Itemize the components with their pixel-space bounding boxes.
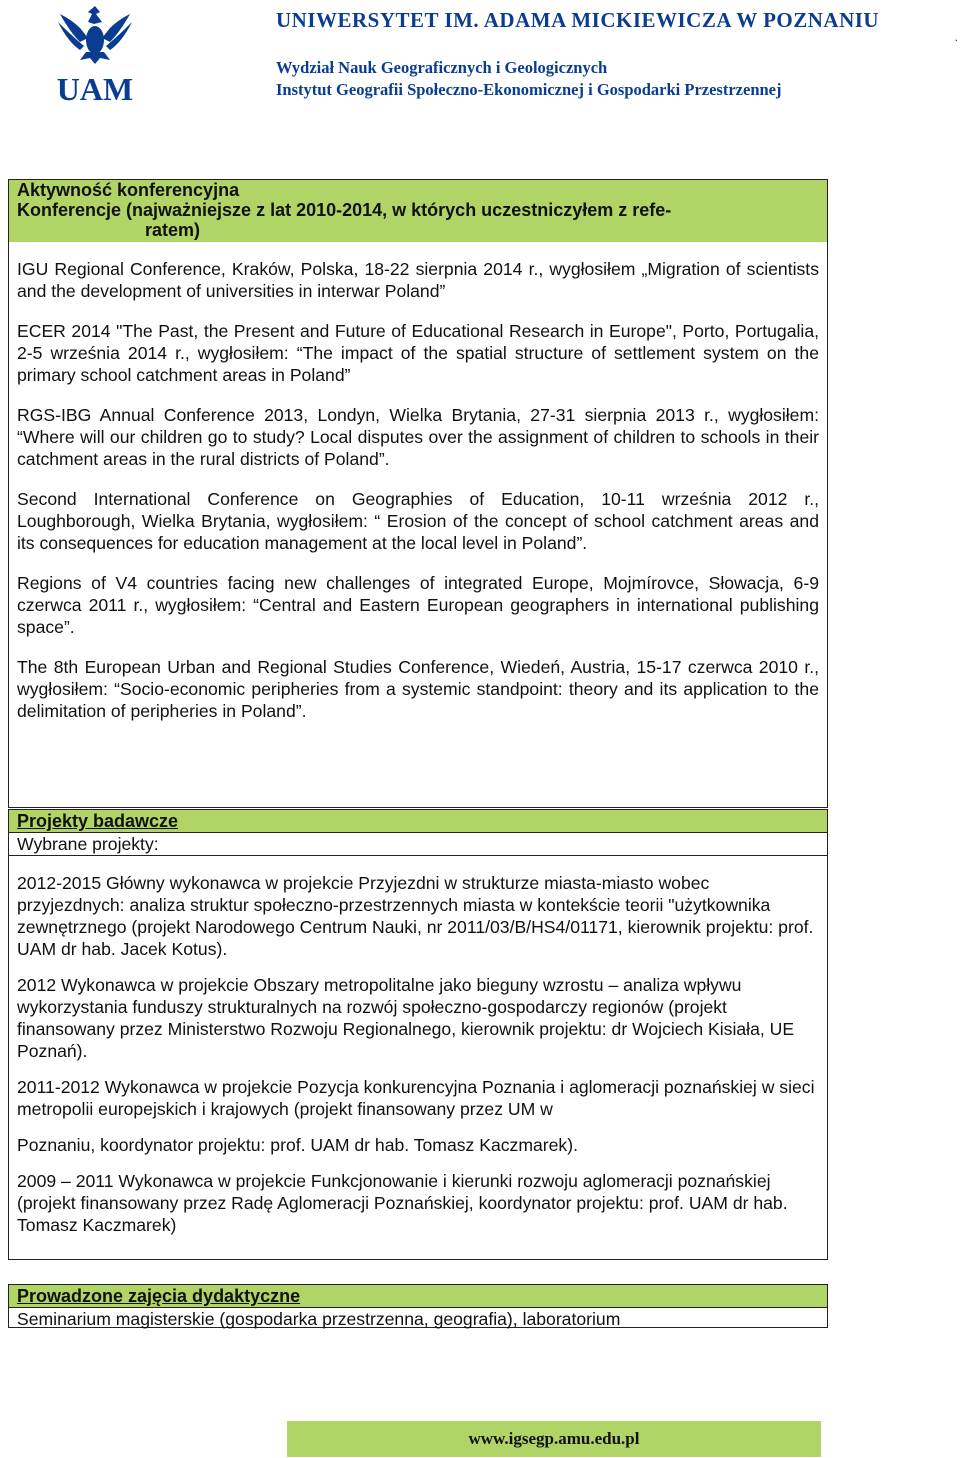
project-item: 2009 – 2011 Wykonawca w projekcie Funkcjonowanie i kierunki rozwoju aglomeracji poznańskiej (projekt finansowany przez Radę Aglomeracji Poznańskiej, koordynator projektu: prof. UAM dr hab. Tomasz Kaczmarek)	[17, 1171, 788, 1235]
eagle-emblem-icon	[50, 2, 140, 104]
faculty-name: Wydział Nauk Geograficznych i Geologicznych	[276, 58, 608, 77]
projects-title: Projekty badawcze	[9, 810, 827, 832]
conferences-header	[9, 180, 827, 242]
conference-item: IGU Regional Conference, Kraków, Polska, 18-22 sierpnia 2014 r., wygłosiłem „Migration of scientists and the development of universities in interwar Poland”	[17, 259, 819, 301]
conferences-section	[8, 179, 828, 808]
teaching-title: Prowadzone zajęcia dydaktyczne	[9, 1285, 827, 1307]
conference-item: RGS-IBG Annual Conference 2013, Londyn, Wielka Brytania, 27-31 sierpnia 2013 r., wygłosiłem: “Where will our children go to study? Local disputes over the assignment of children to schools in their catchment areas in the rural districts of Poland”.	[17, 405, 819, 469]
projects-list	[9, 856, 827, 1236]
project-item: Poznaniu, koordynator projektu: prof. UAM dr hab. Tomasz Kaczmarek).	[17, 1135, 578, 1155]
corner-mark: .	[954, 30, 958, 44]
conference-item: Regions of V4 countries facing new challenges of integrated Europe, Mojmírovce, Słowacja, 6-9 czerwca 2011 r., wygłosiłem: “Central and Eastern European geographers in international publishing space”.	[17, 573, 819, 637]
projects-subtitle: Wybrane projekty:	[9, 832, 827, 856]
conferences-subtitle-cont: ratem)	[145, 220, 201, 240]
projects-section	[8, 809, 828, 1260]
conference-item: The 8th European Urban and Regional Studies Conference, Wiedeń, Austria, 15-17 czerwca 2010 r., wygłosiłem: “Socio-economic peripheries from a systemic standpoint: theory and its application to the delimitation of peripheries in Poland”.	[17, 657, 819, 721]
university-name: UNIWERSYTET IM. ADAMA MICKIEWICZA W POZNANIU	[276, 8, 880, 32]
teaching-item: Seminarium magisterskie (gospodarka przestrzenna, geografia), laboratorium	[9, 1307, 827, 1330]
project-item: 2011-2012 Wykonawca w projekcie Pozycja konkurencyjna Poznania i aglomeracji poznańskiej w sieci metropolii europejskich i krajowych (projekt finansowany przez UM w	[17, 1077, 815, 1119]
logo-text: UAM	[56, 71, 134, 104]
project-item: 2012 Wykonawca w projekcie Obszary metropolitalne jako bieguny wzrostu – analiza wpływu wykorzystania funduszy strukturalnych na rozwój społeczno-gospodarczy regionów (projekt finansowany przez Ministerstwo Rozwoju Regionalnego, kierownik projektu: dr Wojciech Kisiała, UE Poznań).	[17, 975, 795, 1061]
conferences-title: Aktywność konferencyjna	[17, 180, 240, 200]
conferences-list	[9, 242, 827, 722]
project-item: 2012-2015 Główny wykonawca w projekcie Przyjezdni w strukturze miasta-miasto wobec przyjezdnych: analiza struktur społeczno-przestrzennych miasta w kontekście teorii "użytkownika zewnętrznego (projekt Narodowego Centrum Nauki, nr 2011/03/B/HS4/01171, kierownik projektu: prof. UAM dr hab. Jacek Kotus).	[17, 873, 814, 959]
conferences-subtitle: Konferencje (najważniejsze z lat 2010-2014, w których uczestniczyłem z refe-	[17, 200, 672, 220]
uam-logo	[50, 2, 140, 104]
teaching-section	[8, 1284, 828, 1328]
conference-item: ECER 2014 "The Past, the Present and Future of Educational Research in Europe", Porto, Portugalia, 2-5 września 2014 r., wygłosiłem: “The impact of the spatial structure of settlement system on the primary school catchment areas in Poland”	[17, 321, 819, 385]
conference-item: Second International Conference on Geographies of Education, 10-11 września 2012 r., Loughborough, Wielka Brytania, wygłosiłem: “ Erosion of the concept of school catchment areas and its consequences for education management at the local level in Poland”.	[17, 489, 819, 553]
footer-url[interactable]: www.igsegp.amu.edu.pl	[287, 1421, 821, 1457]
institute-name: Instytut Geografii Społeczno-Ekonomicznej i Gospodarki Przestrzennej	[276, 80, 782, 99]
